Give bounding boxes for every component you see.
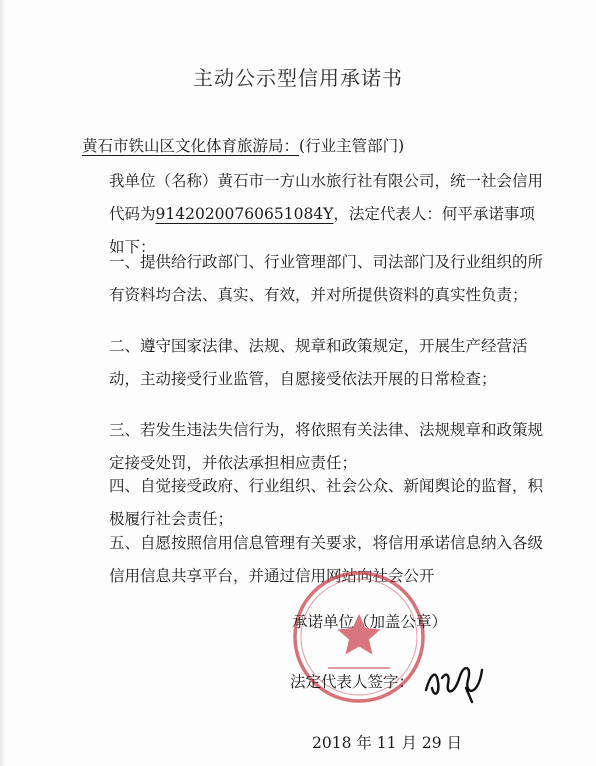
legal-representative-label: 法定代表人签字：	[290, 673, 415, 691]
addressee-name: 黄石市铁山区文化体育旅游局	[82, 137, 284, 155]
addressee-suffix: (行业主管部门)	[299, 137, 405, 155]
commitment-item-4: 四、自觉接受政府、行业组织、社会公众、新闻舆论的监督，积极履行社会责任；	[109, 477, 544, 528]
commitment-item-5: 五、自愿按照信用信息管理有关要求，将信用承诺信息纳入各级信用信息共享平台，并通过信用网站向社会公开	[109, 534, 544, 585]
commitment-item-1: 一、提供给行政部门、行业管理部门、司法部门及行业组织的所有资料均合法、真实、有效，并对所提供资料的真实性负责；	[109, 253, 544, 304]
intro-suffix: ，法定代表人：何平承诺事项如下：	[109, 205, 535, 256]
intro-prefix: 我单位（名称）	[109, 172, 218, 190]
unit-name: 黄石市一方山水旅行社有限公司	[217, 172, 435, 190]
commitment-item-3: 三、若发生违法失信行为，将依照有关法律、法规规章和政策规定接受处罚，并依法承担相应责任；	[109, 421, 544, 472]
signature-unit-label: 承诺单位（加盖公章）	[292, 613, 448, 631]
addressee-colon: ：	[283, 137, 300, 155]
document-title: 主动公示型信用承诺书	[193, 66, 403, 90]
handwritten-signature	[420, 658, 490, 706]
intro-middle: ，统一社会信用代码为	[109, 172, 544, 223]
scan-edge-shadow	[0, 0, 6, 766]
commitment-item-2: 二、遵守国家法律、法规、规章和政策规定，开展生产经营活动，主动接受行业监管，自愿接受依法开展的日常检查；	[109, 337, 528, 388]
credit-code: 91420200760651084Y	[155, 205, 334, 223]
addressee-line	[82, 130, 522, 163]
signing-date: 2018 年 11 月 29 日	[312, 734, 463, 752]
